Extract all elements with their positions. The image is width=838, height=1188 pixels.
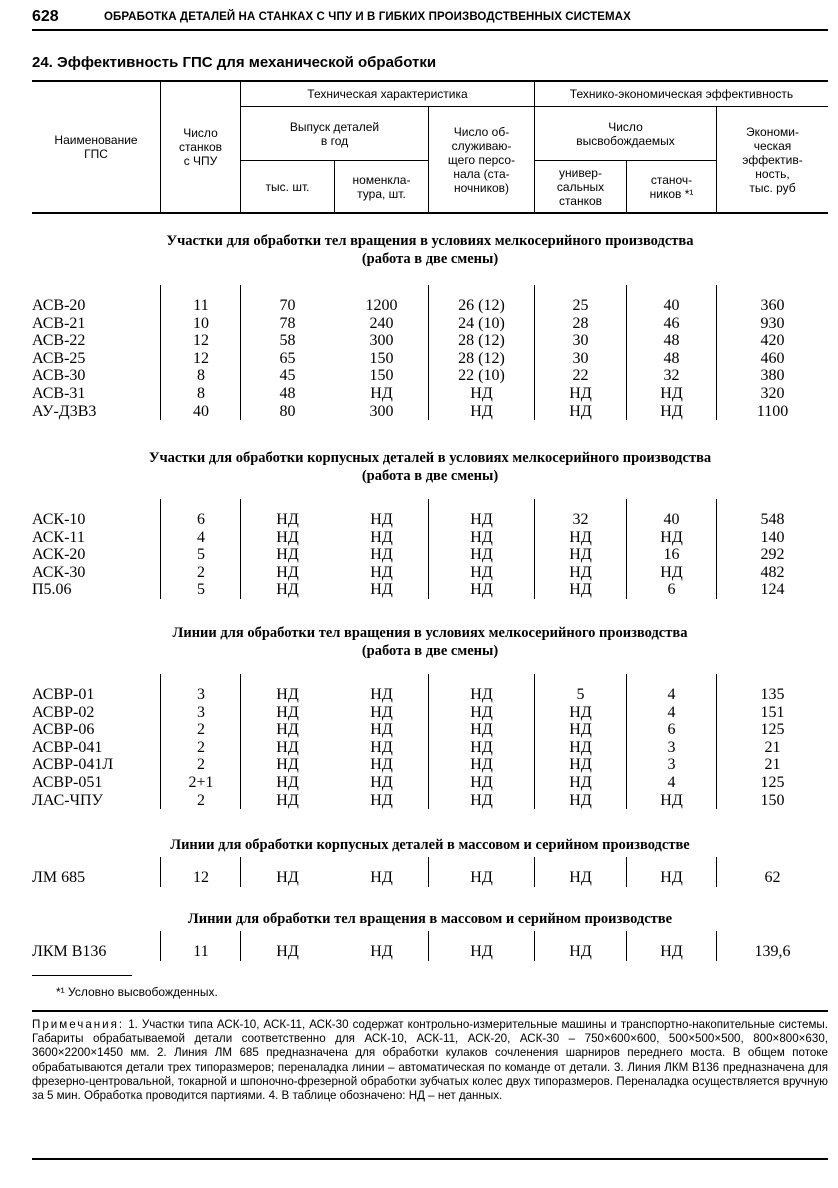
row-value-cell: НД (370, 756, 393, 774)
table-row (32, 511, 828, 529)
row-name-cell: АСК-10 (32, 511, 86, 528)
row-value-cell: 21 (764, 738, 781, 756)
row-name-cell: АСВ-21 (32, 314, 86, 332)
header-effect: Экономи- ческая эффектив- ность, тыс. руб (742, 124, 803, 195)
table-row (32, 403, 828, 421)
row-value-cell: 26 (12) (458, 297, 505, 314)
table-row (32, 774, 828, 792)
table-row (32, 739, 828, 757)
row-value-cell: НД (276, 756, 299, 774)
row-value-cell: НД (470, 703, 493, 721)
row-value-cell: 2 (197, 791, 205, 809)
row-value-cell: 150 (760, 791, 785, 809)
row-value-cell: НД (276, 774, 299, 791)
header-bottom-rule (32, 212, 828, 214)
row-name-cell: ЛКМ В136 (32, 943, 107, 960)
section-title: Линии для обработки тел вращения в условиях мелкосерийного производства (работа в две смены) (172, 625, 688, 659)
header-name: Наименование ГПС (54, 133, 138, 161)
row-value-cell: НД (569, 869, 592, 886)
row-value-cell: 4 (667, 686, 676, 703)
row-value-cell: 240 (369, 314, 394, 332)
row-value-cell: 3 (667, 756, 676, 774)
section-title: Линии для обработки тел вращения в массовом и серийном производстве (187, 911, 673, 927)
row-value-cell: НД (276, 581, 299, 599)
row-value-cell: 125 (760, 774, 785, 791)
row-value-cell: 22 (572, 367, 589, 385)
row-name-cell: АСК-11 (32, 528, 85, 546)
row-value-cell: НД (569, 738, 592, 756)
notes-text: 1. Участки типа АСК-10, АСК-11, АСК-30 содержат контрольно-измерительные машины и транспортно-накопительные системы. Габариты обрабатываемой детали соответственно для АСК-10, АСК-11, АСК-20, АСК-30 – 750×600×600, 500×500×500, 800×800×630, 3600×2200×1450 мм. 2. Линия ЛМ 685 предназначена для обработки кулаков сочленения шарниров переднего моста. В общем потоке обрабатываются детали трех типоразмеров; переналадка линии – автоматическая по команде от детали. 3. Линия ЛКМ В136 предназначена для фрезерно-центровальной, токарной и шпоночно-фрезерной обработки зубчатых колес двух типоразмеров. Переналадка осуществляется вручную за 5 мин. Обработка проводится партиями. 4. В таблице обозначено: НД – нет данных. (32, 1018, 828, 1103)
row-value-cell: НД (276, 528, 299, 546)
row-value-cell: 150 (369, 367, 394, 385)
row-value-cell: 12 (193, 349, 209, 367)
table-title: 24. Эффективность ГПС для механической обработки (32, 54, 437, 71)
row-value-cell: 1200 (365, 297, 398, 314)
row-value-cell: НД (370, 791, 393, 809)
row-value-cell: НД (470, 774, 493, 791)
row-value-cell: 16 (663, 546, 680, 564)
row-value-cell: НД (370, 546, 393, 564)
header-universal: универ- сальных станков (556, 165, 605, 208)
row-value-cell: 70 (279, 297, 296, 314)
row-value-cell: 32 (572, 511, 589, 528)
row-value-cell: 58 (279, 332, 296, 350)
table-row (32, 564, 828, 582)
row-value-cell: 6 (667, 721, 676, 739)
row-value-cell: НД (569, 563, 592, 581)
row-value-cell: 140 (760, 528, 785, 546)
section-title: Участки для обработки корпусных деталей в условиях мелкосерийного производства (работа в две смены) (148, 450, 712, 484)
section-title: Линии для обработки корпусных деталей в массовом и серийном производстве (170, 837, 690, 853)
row-value-cell: НД (569, 581, 592, 599)
row-value-cell: НД (370, 581, 393, 599)
row-value-cell: НД (470, 528, 493, 546)
row-value-cell: 320 (760, 385, 785, 402)
table-row (32, 350, 828, 368)
table-row (32, 704, 828, 722)
row-value-cell: 2 (197, 756, 205, 774)
row-value-cell: 5 (576, 686, 585, 703)
notes-label: Примечания: (32, 1018, 125, 1031)
row-name-cell: АСВ-25 (32, 349, 86, 367)
row-value-cell: 460 (760, 349, 785, 367)
row-value-cell: НД (569, 546, 592, 564)
footnote-rule (32, 975, 132, 976)
row-value-cell: 30 (572, 332, 589, 350)
bottom-rule (32, 1158, 828, 1160)
table-row (32, 869, 828, 887)
table-row (32, 721, 828, 739)
row-name-cell: АУ-Д3В3 (32, 402, 97, 420)
row-value-cell: НД (569, 721, 592, 739)
row-value-cell: 48 (279, 385, 296, 402)
row-value-cell: НД (370, 943, 393, 960)
row-name-cell: АСВ-30 (32, 367, 86, 385)
row-value-cell: НД (569, 791, 592, 809)
table-row (32, 315, 828, 333)
row-value-cell: 28 (12) (458, 332, 505, 350)
row-value-cell: 6 (667, 581, 676, 599)
row-value-cell: НД (660, 791, 683, 809)
row-value-cell: 22 (10) (458, 367, 505, 385)
table-row (32, 546, 828, 564)
row-value-cell: НД (370, 385, 393, 402)
row-name-cell: АСВР-01 (32, 686, 95, 703)
row-value-cell: НД (276, 943, 299, 960)
row-value-cell: 482 (760, 563, 785, 581)
row-value-cell: НД (276, 703, 299, 721)
header-staff: Число об- служиваю- щего персо- нала (ста- ночников) (447, 124, 516, 195)
row-value-cell: НД (370, 686, 393, 703)
row-value-cell: НД (470, 385, 493, 402)
row-value-cell: 11 (193, 297, 209, 314)
row-value-cell: 3 (667, 738, 676, 756)
row-value-cell: НД (660, 402, 683, 420)
row-value-cell: НД (569, 774, 592, 791)
row-value-cell: 135 (760, 686, 785, 703)
row-value-cell: НД (276, 869, 299, 886)
row-value-cell: 420 (760, 332, 785, 350)
row-value-cell: НД (276, 721, 299, 739)
row-value-cell: НД (370, 703, 393, 721)
row-value-cell: НД (276, 546, 299, 564)
row-value-cell: 125 (760, 721, 785, 739)
row-value-cell: 3 (197, 686, 205, 703)
row-value-cell: НД (370, 774, 393, 791)
row-value-cell: 78 (279, 314, 296, 332)
header-machines: Число станков с ЧПУ (178, 126, 223, 168)
row-value-cell: 4 (197, 528, 205, 546)
row-value-cell: НД (660, 528, 683, 546)
row-value-cell: НД (569, 703, 592, 721)
row-value-cell: 151 (760, 703, 785, 721)
row-value-cell: НД (470, 756, 493, 774)
row-value-cell: 8 (197, 385, 205, 402)
row-value-cell: 30 (572, 349, 589, 367)
running-head (32, 8, 828, 30)
row-value-cell: НД (569, 402, 592, 420)
row-value-cell: НД (660, 563, 683, 581)
row-value-cell: 24 (10) (458, 314, 505, 332)
table-row (32, 792, 828, 810)
header-output-thousand: тыс. шт. (265, 179, 310, 194)
header-output-range: номенкла- тура, шт. (352, 172, 411, 201)
row-value-cell: 25 (572, 297, 589, 314)
row-value-cell: НД (470, 563, 493, 581)
row-value-cell: НД (470, 721, 493, 739)
row-value-cell: 8 (197, 367, 205, 385)
row-value-cell: НД (276, 563, 299, 581)
row-value-cell: 6 (197, 511, 205, 528)
row-value-cell: НД (660, 943, 683, 960)
row-value-cell: 21 (764, 756, 781, 774)
row-value-cell: 3 (197, 703, 205, 721)
row-name-cell: АСВР-06 (32, 721, 95, 739)
row-value-cell: НД (470, 869, 493, 886)
row-value-cell: НД (370, 511, 393, 528)
section-title: Участки для обработки тел вращения в условиях мелкосерийного производства (работа в две смены) (166, 233, 694, 267)
head-rule (32, 29, 828, 31)
row-name-cell: АСВР-041Л (32, 756, 114, 774)
notes (32, 1018, 828, 1103)
row-name-cell: П5.06 (32, 581, 72, 599)
row-value-cell: 28 (572, 314, 589, 332)
row-value-cell: НД (660, 869, 683, 886)
row-value-cell: 5 (197, 546, 205, 564)
row-name-cell: АСВ-31 (32, 385, 86, 402)
row-value-cell: 4 (667, 703, 676, 721)
row-value-cell: 12 (193, 869, 209, 886)
row-value-cell: 48 (663, 349, 680, 367)
row-value-cell: 2+1 (188, 774, 214, 791)
running-title: ОБРАБОТКА ДЕТАЛЕЙ НА СТАНКАХ С ЧПУ И В ГИБКИХ ПРОИЗВОДСТВЕННЫХ СИСТЕМАХ (104, 11, 631, 23)
table-row (32, 686, 828, 704)
row-value-cell: 1100 (756, 402, 789, 420)
table-row (32, 943, 828, 961)
row-value-cell: НД (276, 791, 299, 809)
row-value-cell: НД (370, 563, 393, 581)
row-value-cell: НД (370, 528, 393, 546)
row-value-cell: НД (569, 385, 592, 402)
row-value-cell: 124 (760, 581, 785, 599)
row-value-cell: 360 (760, 297, 785, 314)
row-value-cell: 12 (193, 332, 209, 350)
row-value-cell: НД (569, 528, 592, 546)
table-row (32, 385, 828, 403)
row-value-cell: 32 (663, 367, 680, 385)
row-value-cell: НД (470, 943, 493, 960)
row-value-cell: НД (660, 385, 683, 402)
notes-rule (32, 1010, 828, 1012)
row-name-cell: АСВР-051 (32, 774, 103, 791)
table-row (32, 332, 828, 350)
row-value-cell: НД (370, 721, 393, 739)
row-value-cell: 65 (279, 349, 296, 367)
row-value-cell: 40 (663, 297, 680, 314)
row-value-cell: НД (370, 869, 393, 886)
row-value-cell: НД (569, 943, 592, 960)
row-value-cell: НД (276, 686, 299, 703)
row-value-cell: НД (276, 511, 299, 528)
row-value-cell: НД (276, 738, 299, 756)
row-value-cell: 300 (369, 402, 394, 420)
row-value-cell: 2 (197, 563, 205, 581)
table-row (32, 297, 828, 315)
header-operators: станоч- ников *¹ (649, 172, 694, 201)
header-released: Число высвобождаемых (576, 119, 675, 148)
row-value-cell: НД (470, 546, 493, 564)
row-name-cell: АСК-20 (32, 546, 86, 564)
header-tech-group: Техническая характеристика (307, 86, 468, 101)
footnote: *¹ Условно высвобожденных. (56, 985, 218, 999)
row-value-cell: НД (470, 791, 493, 809)
row-value-cell: 2 (197, 738, 205, 756)
page-number: 628 (32, 8, 59, 25)
row-value-cell: 45 (279, 367, 296, 385)
row-value-cell: НД (470, 581, 493, 599)
row-value-cell: 28 (12) (458, 349, 505, 367)
table-row (32, 581, 828, 599)
row-name-cell: АСВР-041 (32, 738, 103, 756)
row-value-cell: 4 (667, 774, 676, 791)
row-name-cell: АСК-30 (32, 563, 86, 581)
row-value-cell: 150 (369, 349, 394, 367)
row-value-cell: 11 (193, 943, 209, 960)
row-value-cell: 62 (764, 869, 781, 886)
row-value-cell: 380 (760, 367, 785, 385)
row-value-cell: НД (470, 738, 493, 756)
row-name-cell: ЛМ 685 (32, 869, 86, 886)
row-value-cell: 80 (279, 402, 296, 420)
row-value-cell: 300 (369, 332, 394, 350)
row-value-cell: НД (470, 511, 493, 528)
row-value-cell: 46 (663, 314, 680, 332)
row-value-cell: 139,6 (754, 943, 791, 960)
row-value-cell: 48 (663, 332, 680, 350)
header-output: Выпуск деталей в год (289, 119, 380, 148)
row-name-cell: АСВР-02 (32, 703, 95, 721)
row-value-cell: 10 (193, 314, 209, 332)
row-value-cell: НД (470, 686, 493, 703)
table-row (32, 367, 828, 385)
table-row (32, 756, 828, 774)
row-value-cell: 40 (193, 402, 209, 420)
row-name-cell: АСВ-20 (32, 297, 86, 314)
row-value-cell: 40 (663, 511, 680, 528)
row-value-cell: НД (470, 402, 493, 420)
row-value-cell: 2 (197, 721, 205, 739)
row-value-cell: НД (370, 738, 393, 756)
row-value-cell: НД (569, 756, 592, 774)
row-value-cell: 548 (760, 511, 785, 528)
row-name-cell: ЛАС-ЧПУ (32, 791, 103, 809)
table-row (32, 529, 828, 547)
row-value-cell: 5 (197, 581, 205, 599)
header-econ-group: Технико-экономическая эффективность (569, 86, 794, 101)
row-value-cell: 292 (760, 546, 785, 564)
row-name-cell: АСВ-22 (32, 332, 86, 350)
row-value-cell: 930 (760, 314, 785, 332)
